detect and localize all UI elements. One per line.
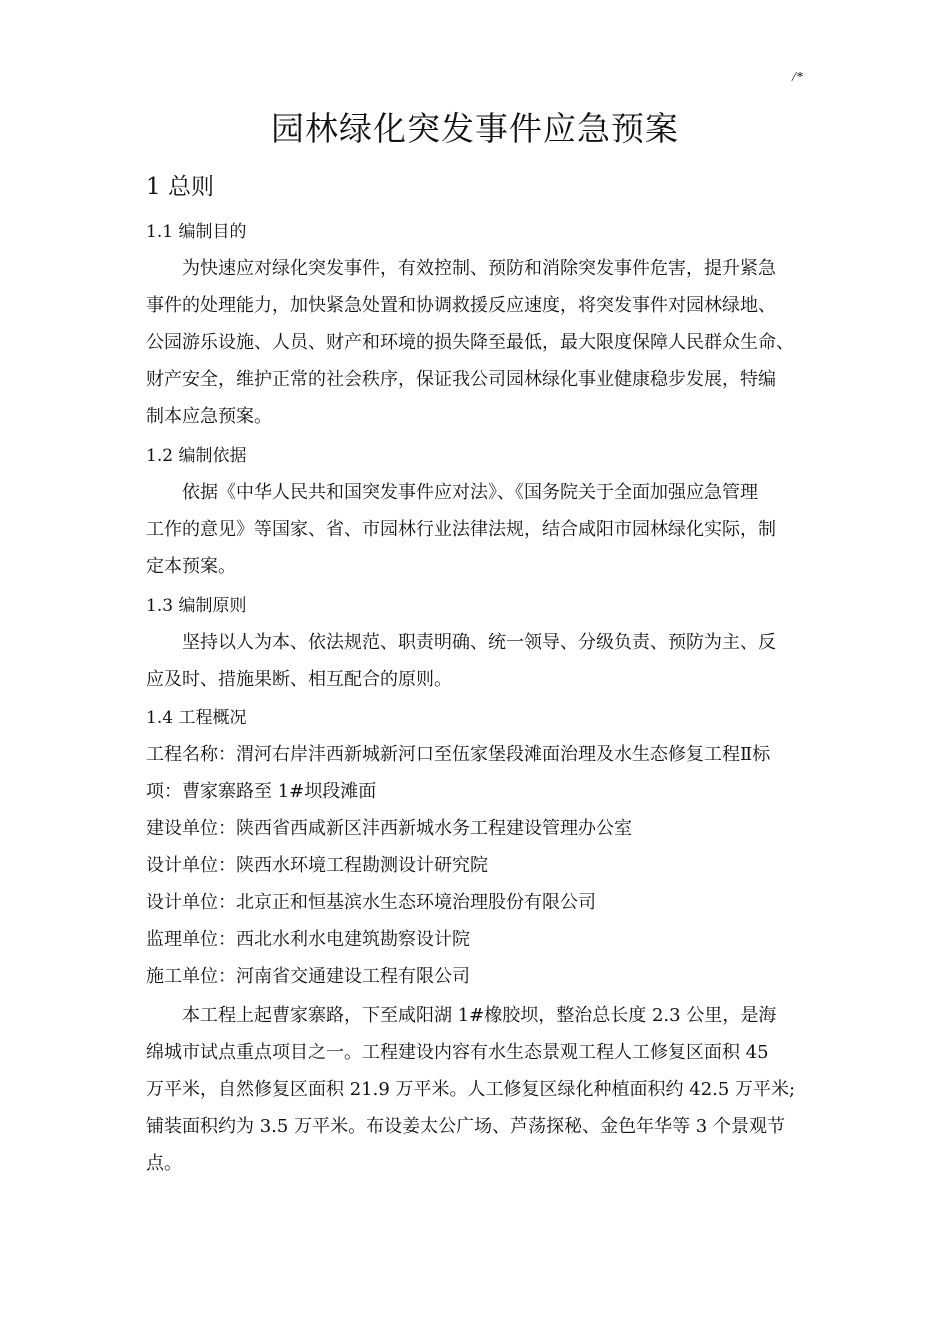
project-info-line: 设计单位：陕西水环境工程勘测设计研究院 bbox=[146, 855, 488, 876]
project-info-line: 施工单位：河南省交通建设工程有限公司 bbox=[146, 966, 470, 987]
document-title: 园林绿化突发事件应急预案 bbox=[271, 109, 679, 148]
project-info-line: 建设单位：陕西省西咸新区沣西新城水务工程建设管理办公室 bbox=[146, 818, 632, 839]
project-info-line: 监理单位：西北水利水电建筑勘察设计院 bbox=[146, 929, 470, 950]
paragraph-line: 公园游乐设施、人员、财产和环境的损失降至最低，最大限度保障人民群众生命、 bbox=[146, 332, 794, 353]
project-info-line: 设计单位：北京正和恒基滨水生态环境治理股份有限公司 bbox=[146, 892, 596, 913]
subsection-heading-1-2: 1.2 编制依据 bbox=[146, 446, 247, 466]
paragraph-line: 定本预案。 bbox=[146, 556, 236, 577]
paragraph-line: 应及时、措施果断、相互配合的原则。 bbox=[146, 669, 452, 690]
paragraph-line: 事件的处理能力，加快紧急处置和协调救援反应速度，将突发事件对园林绿地、 bbox=[146, 295, 776, 316]
paragraph-line: 制本应急预案。 bbox=[146, 406, 272, 427]
section-heading-1: 1 总则 bbox=[146, 174, 214, 200]
paragraph-line: 绵城市试点重点项目之一。工程建设内容有水生态景观工程人工修复区面积 45 bbox=[146, 1042, 769, 1063]
subsection-heading-1-3: 1.3 编制原则 bbox=[146, 596, 247, 616]
subsection-heading-1-4: 1.4 工程概况 bbox=[146, 708, 247, 728]
project-info-line: 项：曹家寨路至 1#坝段滩面 bbox=[146, 781, 377, 802]
paragraph-line: 依据《中华人民共和国突发事件应对法》、《国务院关于全面加强应急管理 bbox=[182, 482, 758, 503]
paragraph-line: 点。 bbox=[146, 1153, 182, 1174]
paragraph-line: 工作的意见》等国家、省、市园林行业法律法规，结合咸阳市园林绿化实际，制 bbox=[146, 519, 776, 540]
paragraph-line: 万平米，自然修复区面积 21.9 万平米。人工修复区绿化种植面积约 42.5 万平米; bbox=[146, 1079, 796, 1100]
paragraph-line: 为快速应对绿化突发事件，有效控制、预防和消除突发事件危害，提升紧急 bbox=[182, 258, 776, 279]
paragraph-line: 铺装面积约为 3.5 万平米。布设姜太公广场、芦荡探秘、金色年华等 3 个景观节 bbox=[146, 1116, 785, 1137]
page-marker: /* bbox=[792, 70, 803, 85]
subsection-heading-1-1: 1.1 编制目的 bbox=[146, 222, 247, 242]
paragraph-line: 财产安全，维护正常的社会秩序，保证我公司园林绿化事业健康稳步发展，特编 bbox=[146, 369, 776, 390]
project-info-line: 工程名称：渭河右岸沣西新城新河口至伍家堡段滩面治理及水生态修复工程Ⅱ标 bbox=[146, 744, 771, 765]
paragraph-line: 本工程上起曹家寨路，下至咸阳湖 1#橡胶坝，整治总长度 2.3 公里，是海 bbox=[182, 1005, 777, 1026]
paragraph-line: 坚持以人为本、依法规范、职责明确、统一领导、分级负责、预防为主、反 bbox=[182, 632, 776, 653]
